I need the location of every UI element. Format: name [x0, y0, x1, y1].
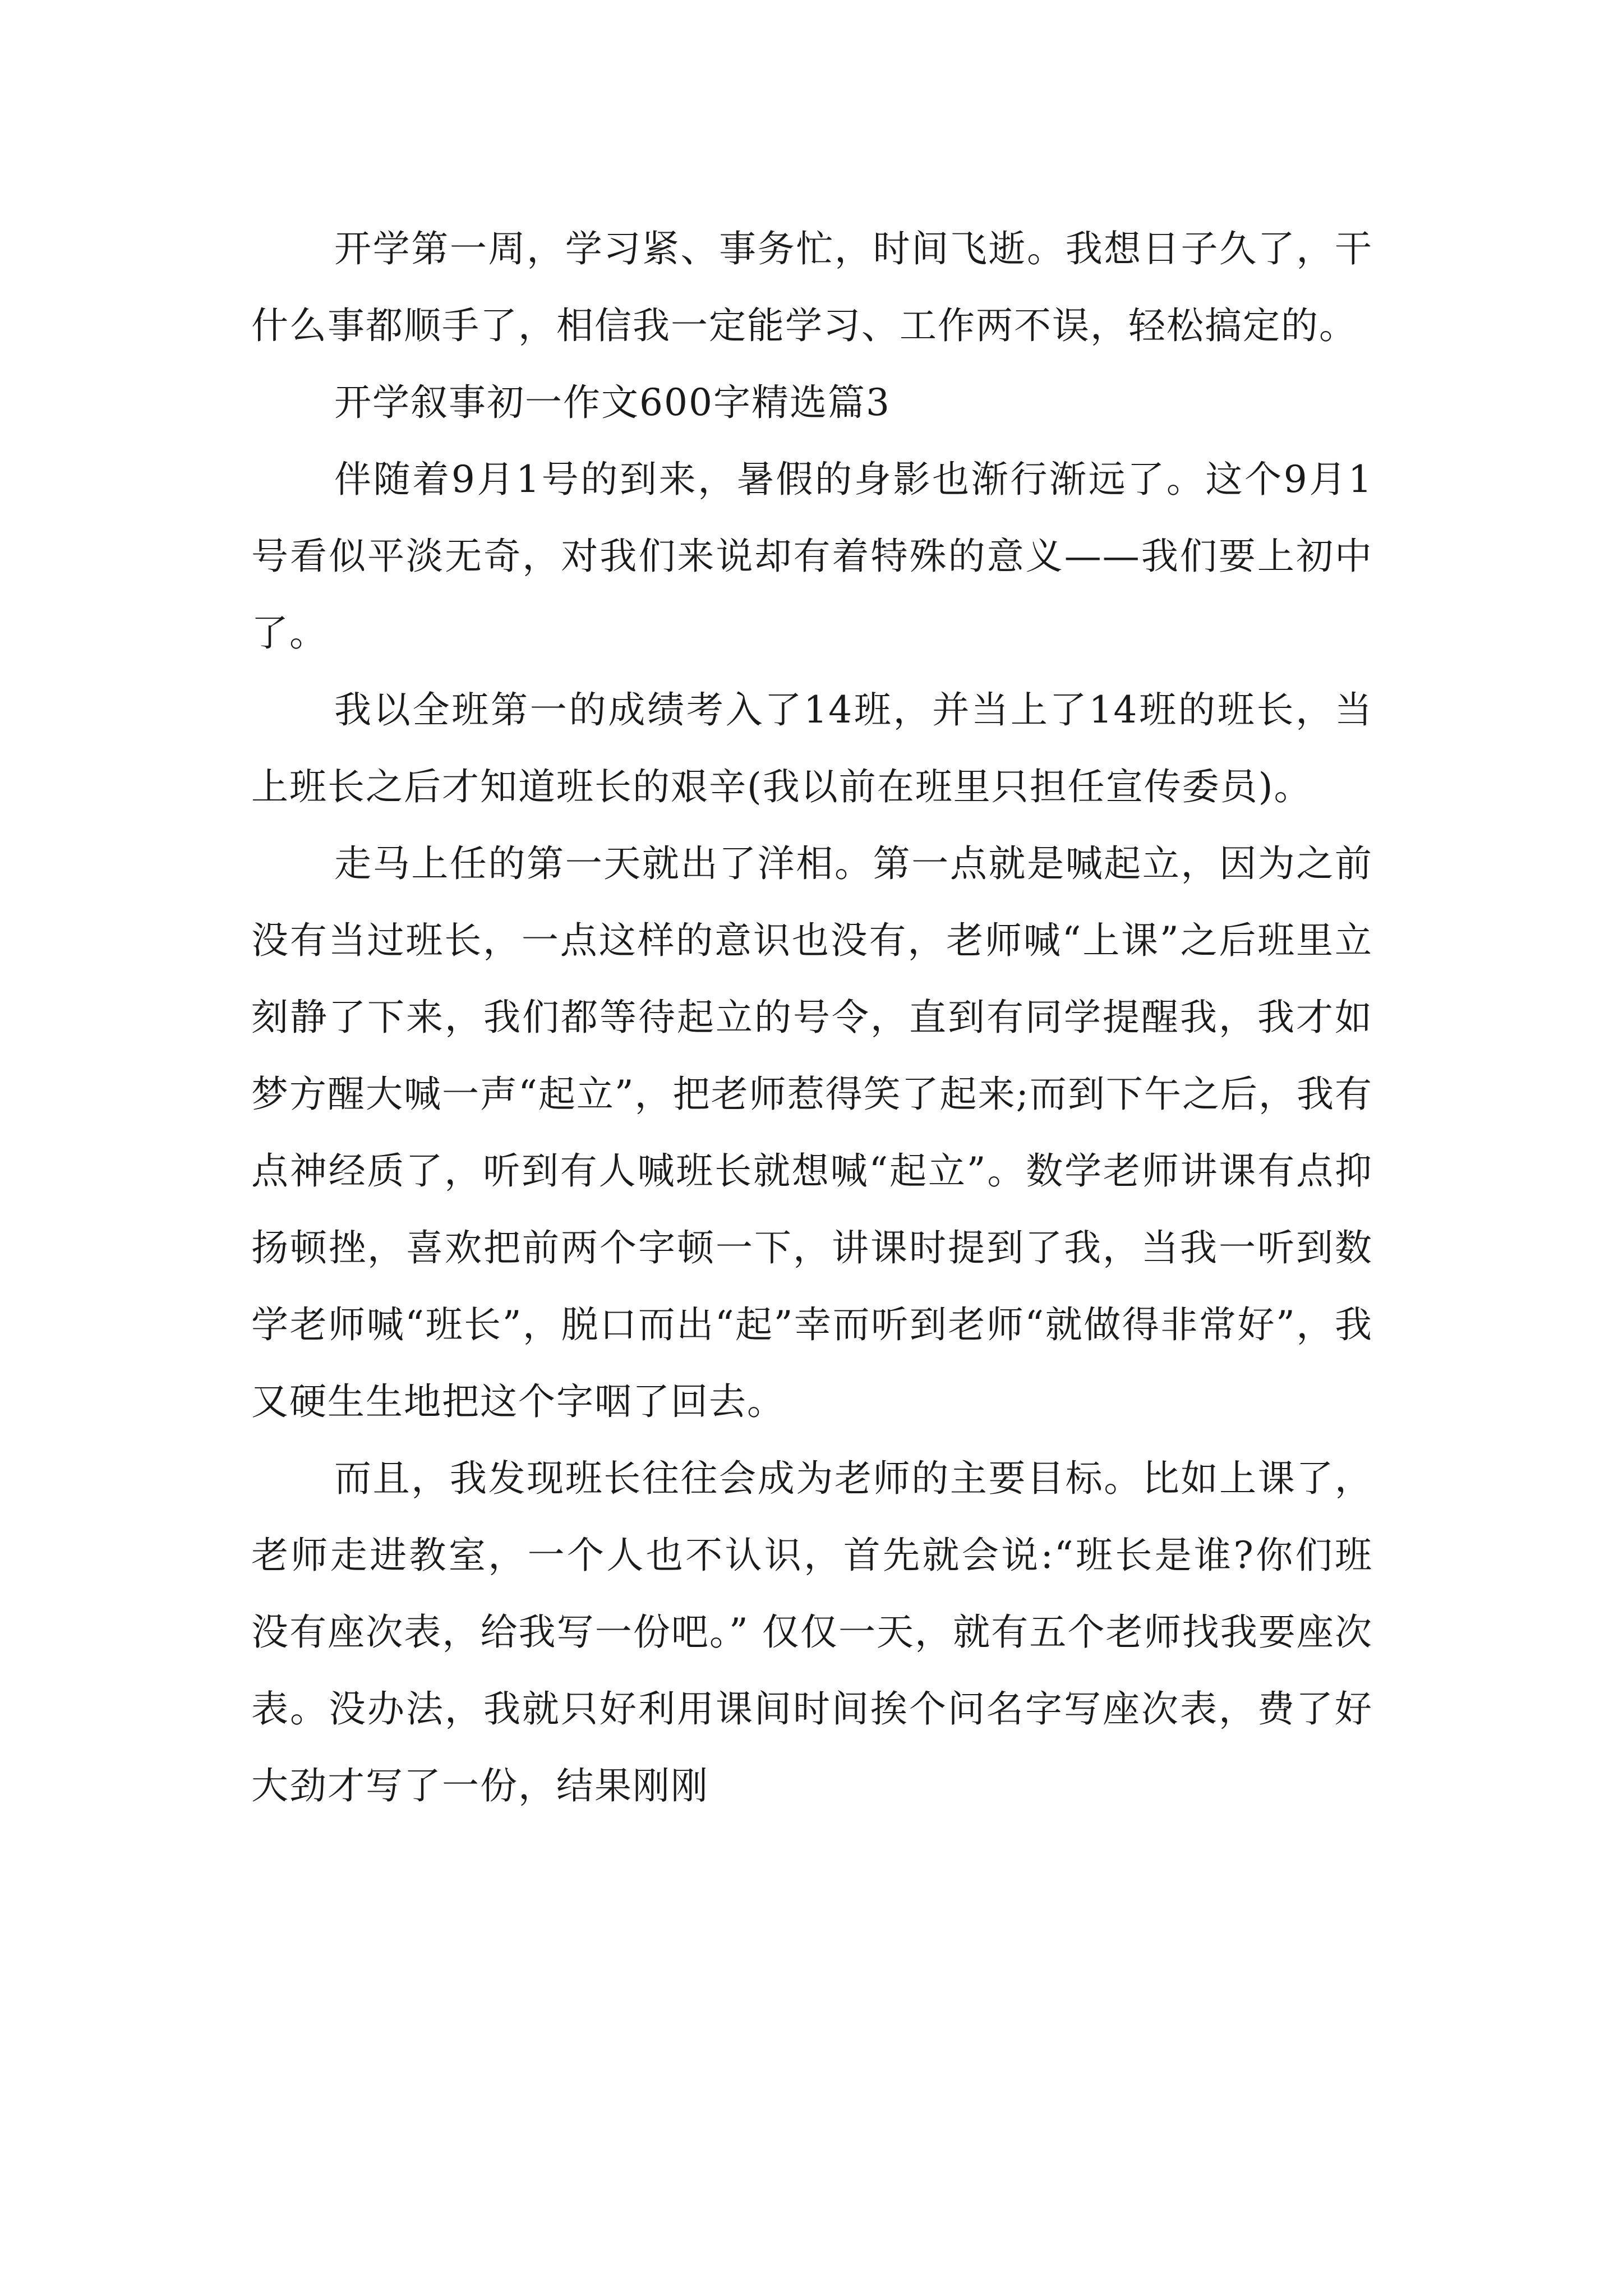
document-body: [251, 210, 1373, 1824]
paragraph-2: 伴随着9月1号的到来，暑假的身影也渐行渐远了。这个9月1号看似平淡无奇，对我们来说却有着特殊的意义——我们要上初中了。: [251, 458, 1373, 655]
section-heading: 开学叙事初一作文600字精选篇3: [334, 381, 891, 424]
paragraph-1: 开学第一周，学习紧、事务忙，时间飞逝。我想日子久了，干什么事都顺手了，相信我一定能学习、工作两不误，轻松搞定的。: [251, 227, 1373, 347]
paragraph-5: 而且，我发现班长往往会成为老师的主要目标。比如上课了，老师走进教室，一个人也不认识，首先就会说:“班长是谁?你们班没有座次表，给我写一份吧。” 仅仅一天，就有五个老师找我要座次表。没办法，我就只好利用课间时间挨个问名字写座次表，费了好大劲才写了一份，结果刚刚: [251, 1457, 1373, 1807]
paragraph-4: 走马上任的第一天就出了洋相。第一点就是喊起立，因为之前没有当过班长，一点这样的意识也没有，老师喊“上课”之后班里立刻静了下来，我们都等待起立的号令，直到有同学提醒我，我才如梦方醒大喊一声“起立”，把老师惹得笑了起来;而到下午之后，我有点神经质了，听到有人喊班长就想喊“起立”。数学老师讲课有点抑扬顿挫，喜欢把前两个字顿一下，讲课时提到了我，当我一听到数学老师喊“班长”，脱口而出“起”幸而听到老师“就做得非常好”，我又硬生生地把这个字咽了回去。: [251, 842, 1373, 1423]
paragraph-3: 我以全班第一的成绩考入了14班，并当上了14班的班长，当上班长之后才知道班长的艰辛(我以前在班里只担任宣传委员)。: [251, 688, 1373, 808]
